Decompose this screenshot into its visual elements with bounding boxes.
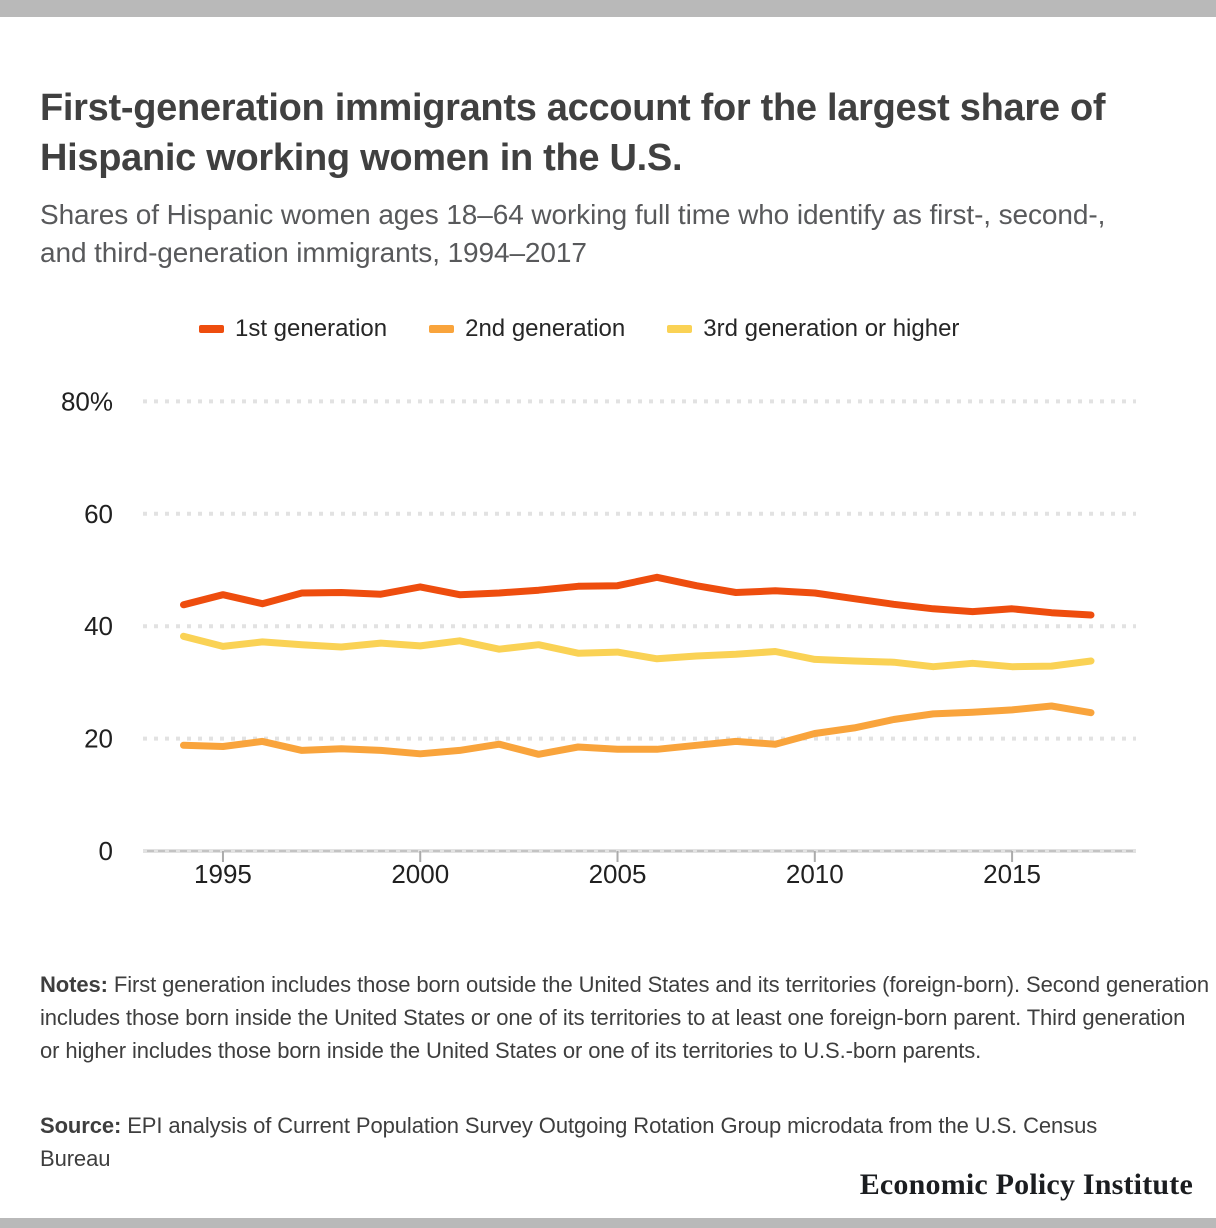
bottom-gray-bar <box>0 1218 1216 1228</box>
x-axis-label-2005: 2005 <box>588 859 647 889</box>
chart-title: First-generation immigrants account for the largest share of Hispanic working women in the U.S. <box>40 87 1106 180</box>
notes-label: Notes: <box>40 972 108 997</box>
chart-legend <box>199 315 959 343</box>
line-chart <box>0 370 1216 900</box>
source-body: EPI analysis of Current Population Survey Outgoing Rotation Group microdata from the U.S. Census Bureau <box>40 1113 1098 1171</box>
legend-swatch-2nd-generation <box>429 325 454 333</box>
chart-subtitle: Shares of Hispanic women ages 18–64 working full time who identify as first-, second-, and third-generation immigrants, 1994–2017 <box>40 199 1106 268</box>
legend-label-1st-generation: 1st generation <box>235 315 388 342</box>
y-axis-label-20: 20 <box>84 723 113 754</box>
source-text <box>40 1109 1140 1175</box>
y-axis-label-60: 60 <box>84 498 113 529</box>
line-chart-svg <box>0 370 1216 900</box>
x-axis-label-2010: 2010 <box>785 859 844 889</box>
y-axis-label-40: 40 <box>84 611 113 642</box>
legend-swatch-3rd-generation <box>667 325 692 333</box>
legend-label-3rd-generation: 3rd generation or higher <box>703 315 960 342</box>
legend-swatch-1st-generation <box>199 325 224 333</box>
notes-text <box>40 968 1210 1067</box>
y-axis-label-80: 80% <box>60 386 113 417</box>
epi-logo-text: Economic Policy Institute <box>859 1168 1193 1201</box>
line-1st-generation <box>184 577 1092 615</box>
legend-item-2nd-generation <box>429 315 625 343</box>
notes-body: First generation includes those born outside the United States and its territories (foreign-born). Second generation includes those born inside the United States or one of its territories to at least one foreign-born parent. Third generation or higher includes those born inside the United States or one of its territories to U.S.-born parents. <box>40 972 1210 1063</box>
x-axis-label-2015: 2015 <box>983 859 1042 889</box>
top-gray-bar <box>0 0 1216 17</box>
x-axis-label-1995: 1995 <box>194 859 252 889</box>
source-label: Source: <box>40 1113 122 1138</box>
legend-label-2nd-generation: 2nd generation <box>465 315 626 342</box>
x-axis-label-2000: 2000 <box>391 859 450 889</box>
legend-item-1st-generation <box>199 315 387 343</box>
legend-item-3rd-generation <box>667 315 959 343</box>
line-2nd-generation <box>184 706 1092 754</box>
line-3rd-generation-or-higher <box>184 636 1092 666</box>
y-axis-label-0: 0 <box>98 836 113 866</box>
